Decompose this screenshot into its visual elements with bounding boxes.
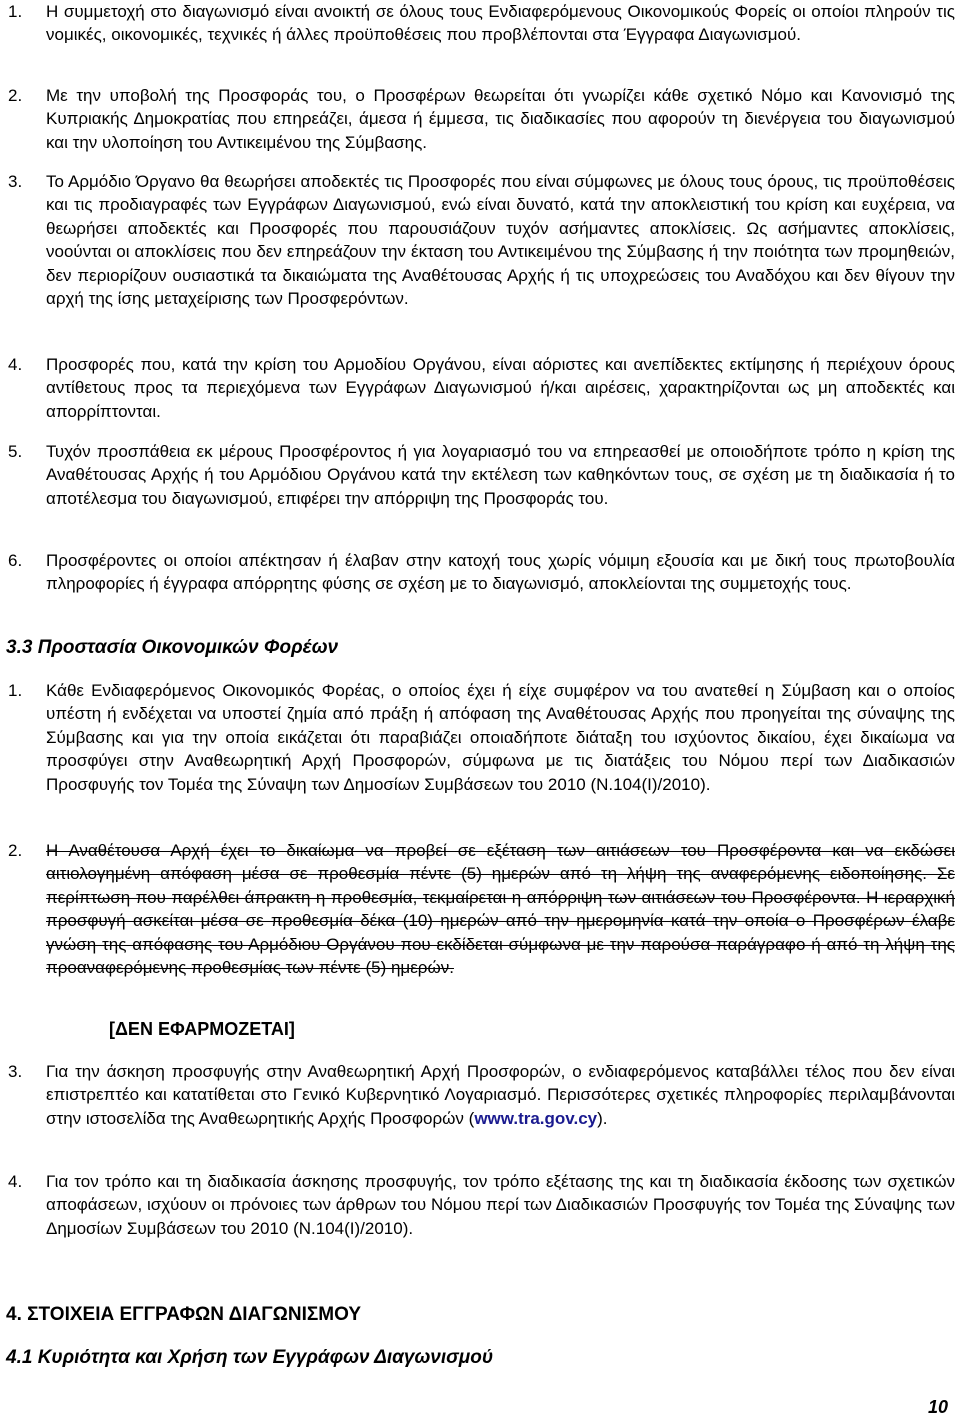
- not-applicable-note: [ΔΕΝ ΕΦΑΡΜΟΖΕΤΑΙ]: [109, 1019, 295, 1039]
- item-text: Προσφορές που, κατά την κρίση του Αρμοδίου Οργάνου, είναι αόριστες και ανεπίδεκτες εκτίμησης ή περιέχουν όρους αντίθετους προς τα περιεχόμενα των Εγγράφων Διαγωνισμού ή/και αιρέσεις, χαρακτηρίζονται ως μη αποδεκτές και απορρίπτονται.: [46, 355, 955, 421]
- list-item-struck: [0, 839, 955, 979]
- item-number: 4.: [8, 355, 23, 374]
- item-text: Το Αρμόδιο Όργανο θα θεωρήσει αποδεκτές τις Προσφορές που είναι σύμφωνες με όλους τους όρους, τις προϋποθέσεις και τις προδιαγραφές των Εγγράφων Διαγωνισμού, ενώ είναι δυνατό, κατά την αποκλειστική του κρίση και ευχέρεια, να θεωρήσει αποδεκτές και Προσφορές που παρουσιάζουν τυχόν ασήμαντες αποκλίσεις. Ως ασήμαντες αποκλίσεις, νοούνται οι αποκλίσεις που δεν επηρεάζουν την έκταση του Αντικειμένου της Σύμβασης ή την ποιότητα των προμηθειών, δεν περιορίζουν ουσιαστικά τα δικαιώματα της Αναθέτουσας Αρχής ή τις υποχρεώσεις του Αναδόχου και δεν θίγουν την αρχή της ίσης μεταχείρισης των Προσφερόντων.: [46, 172, 955, 309]
- list-item: [0, 0, 955, 47]
- item-number: 4.: [8, 1172, 23, 1191]
- item-text: Προσφέροντες οι οποίοι απέκτησαν ή έλαβαν στην κατοχή τους χωρίς νόμιμη εξουσία και με δική τους πρωτοβουλία πληροφορίες ή έγγραφα απόρρητης φύσης σε σχέση με το διαγωνισμό, αποκλείονται της συμμετοχής τους.: [46, 551, 955, 594]
- list-item: [0, 170, 955, 310]
- list-item: [0, 1170, 955, 1240]
- tra-website-link[interactable]: www.tra.gov.cy: [474, 1108, 598, 1128]
- item-number: 3.: [8, 172, 23, 191]
- section-heading: 3.3 Προστασία Οικονομικών Φορέων: [6, 637, 339, 658]
- list-item: [0, 679, 955, 796]
- item-number: 2.: [8, 841, 23, 860]
- list-item: [0, 549, 955, 596]
- section-heading: 4. ΣΤΟΙΧΕΙΑ ΕΓΓΡΑΦΩΝ ΔΙΑΓΩΝΙΣΜΟΥ: [6, 1304, 362, 1325]
- page-number: 10: [927, 1396, 948, 1417]
- list-item: [0, 440, 955, 510]
- item-text: Με την υποβολή της Προσφοράς του, ο Προσφέρων θεωρείται ότι γνωρίζει κάθε σχετικό Νόμο και Κανονισμό της Κυπριακής Δημοκρατίας που επηρεάζει, άμεσα ή έμμεσα, τις διαδικασίες που αφορούν τη διενέργεια του διαγωνισμού και την υλοποίηση του Αντικειμένου της Σύμβασης.: [46, 86, 955, 152]
- item-text-tail: ).: [597, 1108, 608, 1128]
- item-number: 6.: [8, 551, 23, 570]
- list-item: [0, 84, 955, 154]
- item-number: 2.: [8, 86, 23, 105]
- item-number: 1.: [8, 2, 23, 21]
- item-text: Η Αναθέτουσα Αρχή έχει το δικαίωμα να προβεί σε εξέταση των αιτιάσεων του Προσφέροντα και να εκδώσει αιτιολογημένη απόφαση μέσα σε προθεσμία πέντε (5) ημερών από τη λήψη της αναφερόμενης ειδοποίησης. Σε περίπτωση που παρέλθει άπρακτη η προθεσμία, τεκμαίρεται η απόρριψη των αιτιάσεων του Προσφέροντα. Η ιεραρχική προσφυγή ασκείται μέσα σε προθεσμία δέκα (10) ημερών από την ημερομηνία κατά την οποία ο Προσφέρων έλαβε γνώση της απόφασης του Αρμόδιου Οργάνου που εκδίδεται σύμφωνα με την παρούσα παράγραφο ή από τη λήψη της προαναφερόμενης προθεσμίας των πέντε (5) ημερών.: [46, 841, 955, 978]
- item-number: 1.: [8, 681, 23, 700]
- item-text: Η συμμετοχή στο διαγωνισμό είναι ανοικτή σε όλους τους Ενδιαφερόμενους Οικονομικούς Φορείς οι οποίοι πληρούν τις νομικές, οικονομικές, τεχνικές ή άλλες προϋποθέσεις που προβλέπονται στα Έγγραφα Διαγωνισμού.: [46, 2, 955, 45]
- item-text: Κάθε Ενδιαφερόμενος Οικονομικός Φορέας, ο οποίος έχει ή είχε συμφέρον να του ανατεθεί η Σύμβαση και ο οποίος υπέστη ή ενδέχεται να υποστεί ζημία από πράξη ή απόφαση της Αναθέτουσας Αρχής που προηγείται της σύναψης της Σύμβασης και για την οποία εικάζεται ότι παραβιάζει οποιαδήποτε διάταξη του ισχύοντος δικαίου, έχει δικαίωμα να προσφύγει στην Αναθεωρητική Αρχή Προσφορών, σύμφωνα με τις διατάξεις του Νόμου περί των Διαδικασιών Προσφυγής τον Τομέα της Σύναψη των Δημοσίων Συμβάσεων του 2010 (Ν.104(Ι)/2010).: [46, 681, 955, 794]
- item-text: [46, 1060, 955, 1130]
- item-text: Τυχόν προσπάθεια εκ μέρους Προσφέροντος ή για λογαριασμό του να επηρεασθεί με οποιοδήποτε τρόπο η κρίση της Αναθέτουσας Αρχής ή του Αρμόδιου Οργάνου κατά την εκτέλεση των καθηκόντων τους, σε σχέση με τη διαδικασία ή το αποτέλεσμα του διαγωνισμού, επιφέρει την απόρριψη της Προσφοράς του.: [46, 442, 955, 508]
- item-text-body: Για την άσκηση προσφυγής στην Αναθεωρητική Αρχή Προσφορών, ο ενδιαφερόμενος καταβάλλει τέλος που δεν είναι επιστρεπτέο και κατατίθεται στο Γενικό Κυβερνητικό Λογαριασμό. Περισσότερες σχετικές πληροφορίες περιλαμβάνονται στην ιστοσελίδα της Αναθεωρητικής Αρχής Προσφορών (: [46, 1062, 955, 1128]
- subsection-heading: 4.1 Κυριότητα και Χρήση των Εγγράφων Διαγωνισμού: [6, 1347, 494, 1368]
- list-item: [0, 1060, 955, 1130]
- item-number: 5.: [8, 442, 23, 461]
- item-number: 3.: [8, 1062, 23, 1081]
- item-text: Για τον τρόπο και τη διαδικασία άσκησης προσφυγής, τον τρόπο εξέτασης της και τη διαδικασία έκδοσης των σχετικών αποφάσεων, ισχύουν οι πρόνοιες των άρθρων του Νόμου περί των Διαδικασιών Προσφυγής τον Τομέα της Σύναψης των Δημοσίων Συμβάσεων του 2010 (Ν.104(Ι)/2010).: [46, 1172, 955, 1238]
- list-item: [0, 353, 955, 423]
